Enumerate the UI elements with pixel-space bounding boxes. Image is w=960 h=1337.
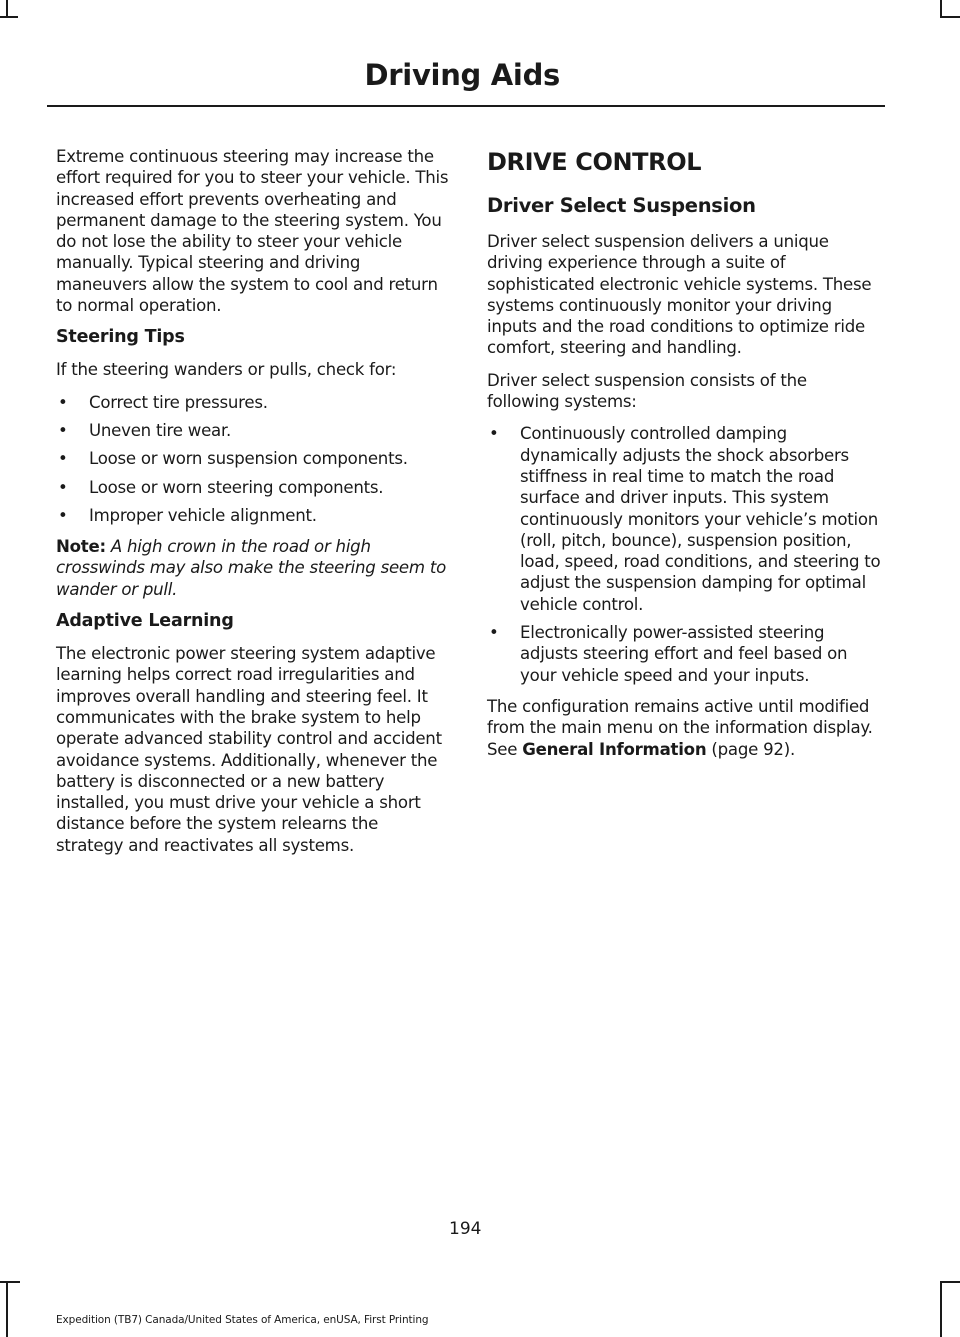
list-item: • Continuously controlled damping dynamically adjusts the shock absorbers stiffness in real time to match the road surface and driver inputs. This system continuously monitors your vehicle’s motion (roll, pitch, bounce), suspension position, load, speed, road conditions, and steering to adjust the suspension damping for optimal vehicle control. [487, 423, 881, 615]
crop-mark [6, 1281, 8, 1337]
adaptive-learning-paragraph: The electronic power steering system adaptive learning helps correct road irregularities and improves overall handling and steering feel. It communicates with the brake system to help operate advanced stability control and accident avoidance systems. Additionally, whenever the battery is disconnected or a new battery installed, you must drive your vehicle a short distance before the system relearns the strategy and reactivates all systems. [56, 644, 442, 855]
general-information-link[interactable]: General Information [522, 739, 707, 759]
suspension-paragraph-2: Driver select suspension consists of the following systems: [487, 370, 807, 412]
page-number: 194 [449, 1219, 482, 1239]
page-title: Driving Aids [364, 58, 560, 92]
note [56, 536, 450, 600]
note-text: A high crown in the road or high crosswinds may also make the steering seem to wander or pull. [56, 537, 446, 599]
list-item: • Loose or worn steering components. [56, 477, 450, 498]
right-column [487, 146, 881, 771]
list-item: • Electronically power-assisted steering adjusts steering effort and feel based on your vehicle speed and your inputs. [487, 622, 881, 686]
list-item: • Loose or worn suspension components. [56, 448, 450, 469]
adaptive-learning-heading: Adaptive Learning [56, 611, 234, 632]
page-reference: (page 92). [706, 739, 795, 759]
list-item: • Improper vehicle alignment. [56, 505, 450, 526]
crop-mark [940, 16, 960, 18]
subsection-title: Driver Select Suspension [487, 194, 756, 217]
configuration-paragraph [487, 696, 881, 760]
left-column [56, 146, 450, 867]
configuration-text: The configuration remains active until modified from the main menu on the information display. See [487, 696, 873, 759]
crop-mark [0, 16, 18, 18]
section-title: DRIVE CONTROL [487, 148, 702, 176]
list-item: • Correct tire pressures. [56, 392, 450, 413]
suspension-paragraph-1: Driver select suspension delivers a unique driving experience through a suite of sophisticated electronic vehicle systems. These systems continuously monitor your driving inputs and the road conditions to optimize ride comfort, steering and handling. [487, 232, 872, 358]
steering-tips-list [56, 392, 450, 526]
list-item: • Uneven tire wear. [56, 420, 450, 441]
crop-mark [0, 1281, 20, 1283]
header-divider [47, 105, 885, 107]
crop-mark [940, 1281, 942, 1337]
note-label: Note: [56, 537, 106, 557]
steering-tips-heading: Steering Tips [56, 327, 185, 348]
intro-paragraph: Extreme continuous steering may increase the effort required for you to steer your vehicle. This increased effort prevents overheating and permanent damage to the steering system. You do not lose the ability to steer your vehicle manually. Typical steering and driving maneuvers allow the system to cool and return to normal operation. [56, 147, 449, 316]
crop-mark [940, 1281, 960, 1283]
footer-text: Expedition (TB7) Canada/United States of America, enUSA, First Printing [56, 1314, 429, 1326]
steering-tips-intro: If the steering wanders or pulls, check for: [56, 360, 397, 380]
systems-list [487, 423, 881, 686]
